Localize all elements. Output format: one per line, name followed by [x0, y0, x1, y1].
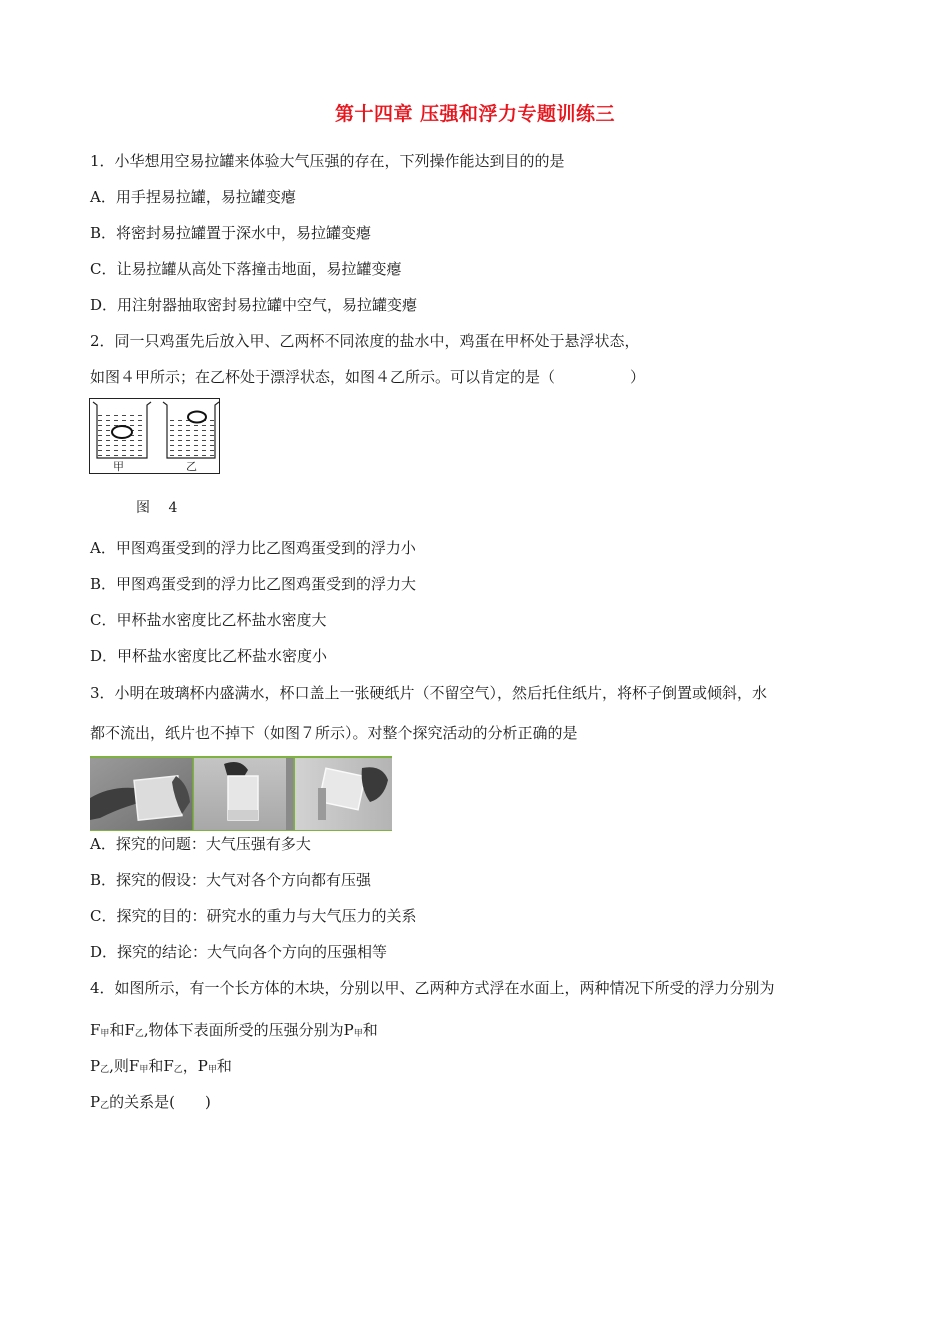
q2-option-d: D．甲杯盐水密度比乙杯盐水密度小 — [90, 647, 328, 665]
photo-inverted-cup — [90, 758, 193, 830]
figure-7-photos — [90, 756, 392, 831]
q2-option-a: A．甲图鸡蛋受到的浮力比乙图鸡蛋受到的浮力小 — [90, 539, 416, 557]
symbol-f: F — [163, 1057, 174, 1075]
q3-stem-line2: 都不流出，纸片也不掉下（如图７所示）。对整个探究活动的分析正确的是 — [90, 724, 578, 742]
symbol-p: P — [197, 1057, 208, 1075]
symbol-f: F — [124, 1021, 135, 1039]
sub-yi: 乙 — [100, 1065, 110, 1075]
q1-option-a: A．用手捏易拉罐，易拉罐变瘪 — [90, 188, 296, 206]
q4-stem-line4 — [90, 1092, 211, 1116]
q2-option-b: B．甲图鸡蛋受到的浮力比乙图鸡蛋受到的浮力大 — [90, 575, 417, 593]
q1-option-b: B．将密封易拉罐置于深水中，易拉罐变瘪 — [90, 224, 372, 242]
sub-jia: 甲 — [139, 1065, 149, 1075]
photo-upside-down-cup — [194, 758, 294, 830]
q3-option-d: D．探究的结论：大气向各个方向的压强相等 — [90, 943, 388, 961]
q2-option-c: C．甲杯盐水密度比乙杯盐水密度大 — [90, 611, 327, 629]
q4-text: ,物体下表面所受的压强分别为 — [143, 1021, 344, 1039]
sub-yi: 乙 — [134, 1029, 144, 1039]
q4-stem-line2 — [90, 1020, 378, 1044]
word-he: 和 — [148, 1057, 164, 1075]
q4-text: 的关系是( ) — [109, 1093, 211, 1111]
figure-4-caption: 图 4 — [136, 500, 178, 516]
sub-yi: 乙 — [173, 1065, 183, 1075]
symbol-p: P — [90, 1093, 101, 1111]
q1-option-c: C．让易拉罐从高处下落撞击地面，易拉罐变瘪 — [90, 260, 402, 278]
q3-option-b: B．探究的假设：大气对各个方向都有压强 — [90, 871, 372, 889]
q2-stem-line2: 如图４甲所示；在乙杯处于漂浮状态，如图４乙所示。可以肯定的是（ ） — [90, 368, 646, 386]
word-he: 和 — [362, 1021, 378, 1039]
q4-stem-line3 — [90, 1056, 232, 1080]
symbol-p: P — [90, 1057, 101, 1075]
q4-text: ,则 — [109, 1057, 129, 1075]
figure-4-beakers — [89, 398, 220, 474]
symbol-f: F — [90, 1021, 101, 1039]
egg-suspended — [112, 426, 132, 438]
sub-jia: 甲 — [207, 1065, 217, 1075]
q1-option-d: D．用注射器抽取密封易拉罐中空气，易拉罐变瘪 — [90, 296, 418, 314]
q2-stem-line1: 2．同一只鸡蛋先后放入甲、乙两杯不同浓度的盐水中，鸡蛋在甲杯处于悬浮状态， — [90, 332, 640, 350]
symbol-p: P — [343, 1021, 354, 1039]
sub-jia: 甲 — [353, 1029, 363, 1039]
photo-tilted-cup — [295, 758, 392, 830]
q3-option-c: C．探究的目的：研究水的重力与大气压力的关系 — [90, 907, 417, 925]
separator: ， — [182, 1057, 198, 1075]
symbol-f: F — [128, 1057, 140, 1075]
q3-option-a: A．探究的问题：大气压强有多大 — [90, 835, 311, 853]
q4-stem-line1: 4．如图所示，有一个长方体的木块，分别以甲、乙两种方式浮在水面上，两种情况下所受的浮力分别为 — [90, 979, 775, 997]
q3-stem-line1: 3．小明在玻璃杯内盛满水，杯口盖上一张硬纸片（不留空气），然后托住纸片，将杯子倒置或倾斜，水 — [90, 684, 768, 702]
sub-jia: 甲 — [100, 1029, 110, 1039]
egg-floating — [188, 412, 206, 423]
label-yi: 乙 — [186, 460, 197, 473]
word-he: 和 — [109, 1021, 125, 1039]
label-jia: 甲 — [113, 460, 124, 473]
sub-yi: 乙 — [100, 1101, 110, 1111]
page-title: 第十四章 压强和浮力专题训练三 — [334, 103, 616, 125]
word-he: 和 — [216, 1057, 232, 1075]
q1-stem: 1．小华想用空易拉罐来体验大气压强的存在，下列操作能达到目的的是 — [90, 152, 565, 170]
